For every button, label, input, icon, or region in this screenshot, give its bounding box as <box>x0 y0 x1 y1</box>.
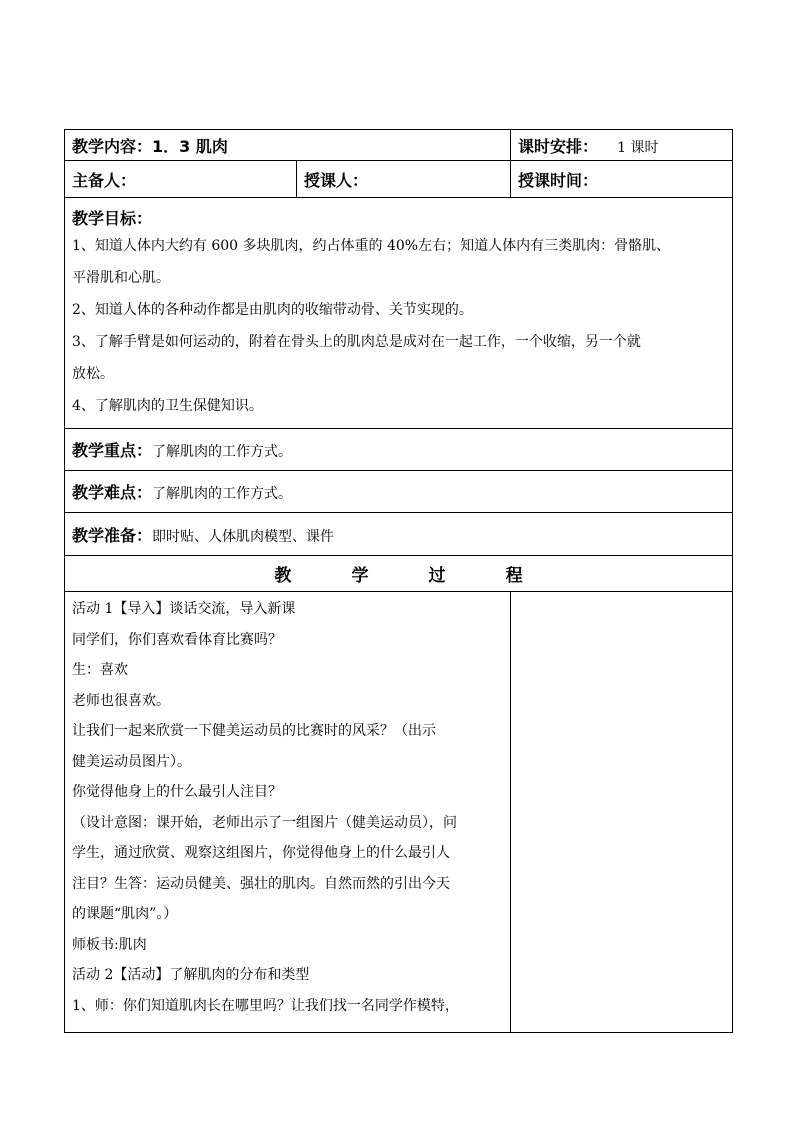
goal-line: 平滑肌和心肌。 <box>72 270 170 286</box>
row-process-body <box>65 592 733 1033</box>
lesson-plan-sheet <box>64 129 732 1033</box>
time-label: 授课时间： <box>518 170 599 190</box>
process-title-char: 教 <box>274 566 292 586</box>
process-line: 活动 1【导入】谈话交流，导入新课 <box>72 601 296 617</box>
content-label: 教学内容： <box>72 136 153 156</box>
goal-line: 2、知道人体的各种动作都是由肌肉的收缩带动骨、关节实现的。 <box>72 302 473 318</box>
content-cell <box>65 130 511 161</box>
process-line: 老师也很喜欢。 <box>72 692 170 709</box>
goal-line: 1、知道人体内大约有 600 多块肌肉，约占体重的 40%左右；知道人体内有三类肌肉：骨骼肌、 <box>72 238 671 254</box>
process-line: 生：喜欢 <box>72 662 128 678</box>
row-goals <box>65 198 733 429</box>
row-staff <box>65 161 733 198</box>
preparer-label: 主备人： <box>72 170 137 190</box>
row-preparation <box>65 513 733 556</box>
goals-label: 教学目标： <box>72 209 153 228</box>
difficulty-cell <box>65 471 733 513</box>
row-difficulty <box>65 471 733 513</box>
goal-line: 放松。 <box>72 366 114 382</box>
process-line: 的课题“肌肉”。） <box>72 906 178 922</box>
process-title <box>65 556 733 592</box>
process-title-char: 程 <box>505 566 523 586</box>
process-title-char: 学 <box>351 566 369 586</box>
key-point-cell <box>65 429 733 471</box>
schedule-label: 课时安排： <box>518 136 599 156</box>
process-line: 让我们一起来欣赏一下健美运动员的比赛时的风采？（出示 <box>72 723 436 739</box>
preparer-cell <box>65 161 297 198</box>
row-process-title <box>65 556 733 592</box>
process-body-cell <box>65 592 511 1033</box>
preparation-label: 教学准备： <box>72 525 153 545</box>
process-line: 健美运动员图片）。 <box>72 753 191 770</box>
key-point-label: 教学重点： <box>72 441 153 460</box>
lesson-plan-table <box>64 129 733 1033</box>
process-line: 活动 2【活动】了解肌肉的分布和类型 <box>72 967 310 983</box>
process-title-char: 过 <box>428 566 446 586</box>
schedule-cell <box>511 130 733 161</box>
process-line: 师板书:肌肉 <box>72 936 147 953</box>
preparation-value: 即时贴、人体肌肉模型、课件 <box>152 528 335 545</box>
process-line: 你觉得他身上的什么最引人注目？ <box>72 784 282 800</box>
process-line: 1、师：你们知道肌肉长在哪里吗？让我们找一名同学作模特， <box>72 997 459 1014</box>
teacher-label: 授课人： <box>304 170 369 190</box>
row-key-point <box>65 429 733 471</box>
content-value: 1．3 肌肉 <box>152 136 228 156</box>
time-cell <box>511 161 733 198</box>
preparation-cell <box>65 513 733 556</box>
process-notes-cell <box>511 592 733 1033</box>
difficulty-label: 教学难点： <box>72 483 153 502</box>
process-line: 同学们，你们喜欢看体育比赛吗？ <box>72 631 282 648</box>
teacher-cell <box>297 161 511 198</box>
key-point-value: 了解肌肉的工作方式。 <box>152 444 293 460</box>
goal-line: 4、了解肌肉的卫生保健知识。 <box>72 398 263 414</box>
row-content <box>65 130 733 161</box>
process-line: 学生，通过欣赏、观察这组图片，你觉得他身上的什么最引人 <box>72 845 450 861</box>
goal-line: 3、了解手臂是如何运动的，附着在骨头上的肌肉总是成对在一起工作，一个收缩，另一个就 <box>72 334 641 350</box>
difficulty-value: 了解肌肉的工作方式。 <box>152 486 293 502</box>
process-line: （设计意图：课开始，老师出示了一组图片（健美运动员），问 <box>72 814 457 831</box>
goals-cell <box>65 198 733 429</box>
schedule-value: 1 课时 <box>617 139 659 156</box>
process-line: 注目？生答：运动员健美、强壮的肌肉。自然而然的引出今天 <box>72 875 450 892</box>
